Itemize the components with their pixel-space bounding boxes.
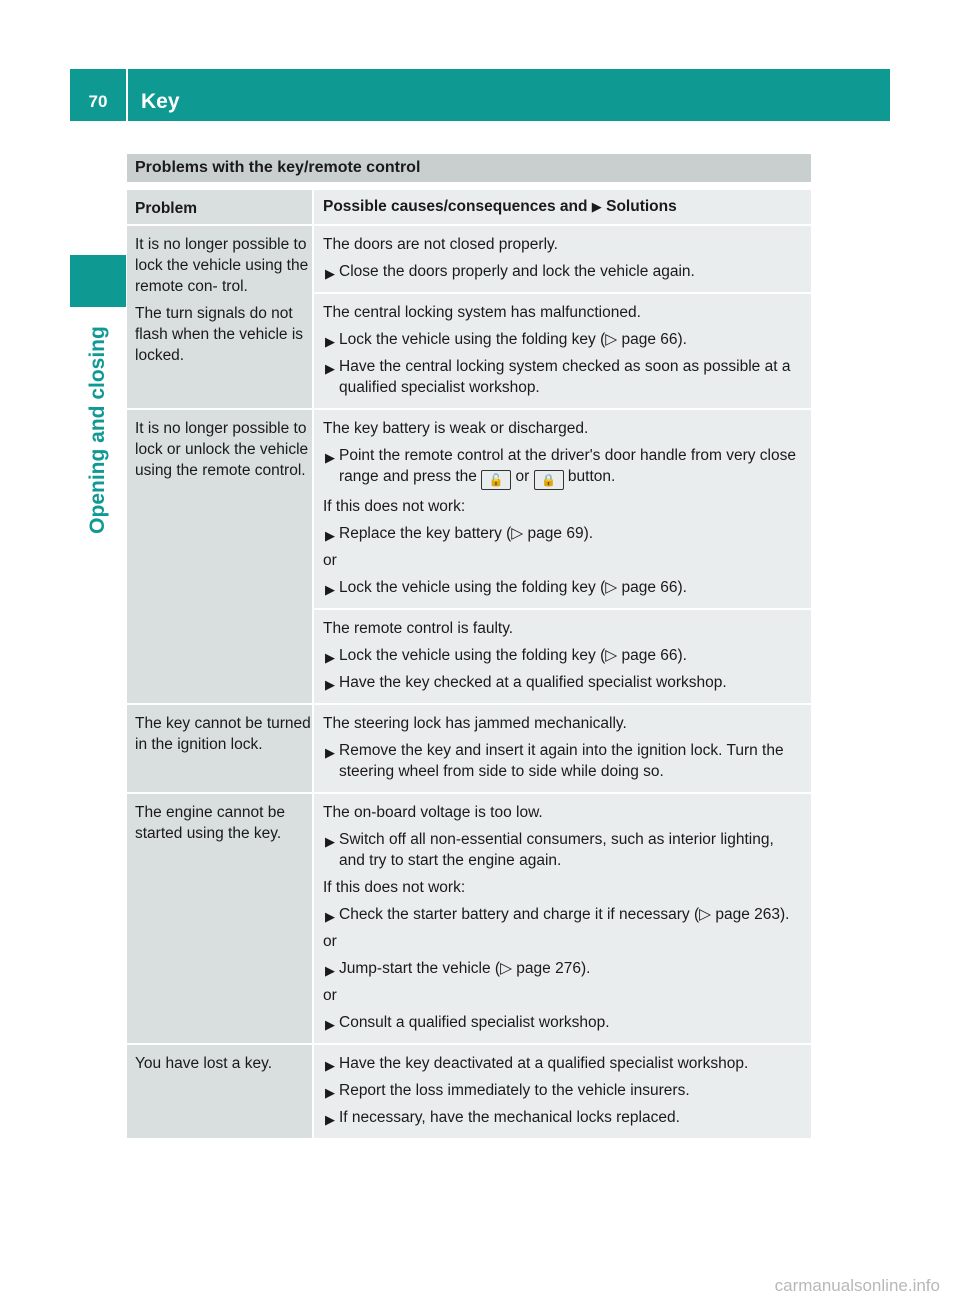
cause-text: The doors are not closed properly. (323, 236, 558, 253)
problem-text: The turn signals do not flash when the vehicle is locked. (135, 305, 304, 364)
solution-cell (314, 410, 811, 703)
table-title: Problems with the key/remote control (127, 154, 811, 182)
step-arrow-icon: ▶ (325, 1058, 335, 1073)
problem-cell (127, 705, 314, 792)
solution-cell (314, 705, 811, 792)
watermark: carmanualsonline.info (774, 1276, 940, 1295)
cause-text: The central locking system has malfunctioned. (323, 304, 641, 321)
solution-step: ▶ Report the loss immediately to the vehicle insurers. (323, 1080, 803, 1101)
cause-text: The on-board voltage is too low. (323, 804, 543, 821)
cause-block (314, 226, 811, 292)
solution-step: ▶ Lock the vehicle using the folding key (▷ page 66). (323, 645, 803, 666)
cause-block (314, 1045, 811, 1138)
solution-step: ▶ Point the remote control at the driver's door handle from very close range and press the 🔓 or 🔒 button. (323, 445, 803, 490)
table-row (127, 1045, 811, 1140)
step-arrow-icon: ▶ (325, 745, 335, 760)
solution-step: ▶ Remove the key and insert it again into the ignition lock. Turn the steering wheel from side to side while doing so. (325, 742, 784, 780)
problem-text: It is no longer possible to lock the vehicle using the remote con- trol. (135, 236, 309, 295)
step-arrow-icon: ▶ (325, 1112, 335, 1127)
header-divider (126, 69, 128, 121)
solution-step: ▶ Check the starter battery and charge it if necessary (▷ page 263). (323, 904, 803, 925)
or-text: or (323, 987, 337, 1004)
table-row (127, 410, 811, 705)
or-text: or (323, 933, 337, 950)
cause-text: The remote control is faulty. (323, 620, 514, 637)
cause-block (314, 794, 811, 1043)
fallback-text: If this does not work: (323, 879, 466, 896)
section-label: Opening and closing (86, 326, 109, 534)
step-arrow-icon: ▶ (325, 450, 335, 465)
solution-step: ▶ Jump-start the vehicle (▷ page 276). (323, 958, 803, 979)
step-arrow-icon: ▶ (325, 1017, 335, 1032)
solution-step: ▶ Have the central locking system checked as soon as possible at a qualified specialist workshop. (325, 358, 791, 396)
problem-cell (127, 1045, 314, 1138)
table-row (127, 226, 811, 410)
or-text: or (323, 552, 337, 569)
page-number: 70 (88, 92, 108, 111)
problem-cell (127, 226, 314, 408)
solution-step: ▶ Switch off all non-essential consumers, such as interior lighting, and try to start the engine again. (325, 831, 774, 869)
page-title: Key (141, 90, 180, 113)
problems-table (127, 154, 811, 1140)
cause-block (314, 292, 811, 408)
section-tab-marker (70, 255, 126, 307)
step-arrow-icon: ▶ (325, 361, 335, 376)
solution-step: ▶ Have the key checked at a qualified specialist workshop. (323, 672, 803, 693)
problem-text: You have lost a key. (135, 1055, 273, 1072)
solution-step: ▶ Replace the key battery (▷ page 69). (323, 523, 803, 544)
solution-arrow-icon: ▶ (591, 199, 602, 214)
solution-step: ▶ Lock the vehicle using the folding key (▷ page 66). (323, 329, 803, 350)
column-header-problem: Problem (127, 190, 314, 224)
solution-step: ▶ Have the key deactivated at a qualified specialist workshop. (323, 1053, 803, 1074)
table-row (127, 794, 811, 1045)
solution-cell (314, 794, 811, 1043)
solution-cell (314, 226, 811, 408)
lock-icon: 🔒 (534, 470, 564, 490)
step-arrow-icon: ▶ (325, 909, 335, 924)
step-arrow-icon: ▶ (325, 334, 335, 349)
solution-step: ▶ Lock the vehicle using the folding key (▷ page 66). (323, 577, 803, 598)
solution-cell (314, 1045, 811, 1138)
solution-step: ▶ If necessary, have the mechanical locks replaced. (323, 1107, 803, 1128)
cause-block (314, 608, 811, 703)
step-arrow-icon: ▶ (325, 1085, 335, 1100)
step-arrow-icon: ▶ (325, 834, 335, 849)
header-bar (70, 69, 890, 121)
step-arrow-icon: ▶ (325, 963, 335, 978)
step-arrow-icon: ▶ (325, 650, 335, 665)
solution-step: ▶ Consult a qualified specialist workshop. (323, 1012, 803, 1033)
problem-text: The engine cannot be started using the key. (135, 804, 285, 842)
table-header-row (127, 190, 811, 226)
cause-block (314, 410, 811, 608)
column-header-solutions-text: Possible causes/consequences and (323, 198, 588, 215)
fallback-text: If this does not work: (323, 498, 466, 515)
cause-text: The steering lock has jammed mechanically. (323, 715, 627, 732)
table-row (127, 705, 811, 794)
unlock-icon: 🔓 (481, 470, 511, 490)
problem-text: It is no longer possible to lock or unlock the vehicle using the remote control. (135, 420, 309, 479)
cause-text: The key battery is weak or discharged. (323, 420, 589, 437)
problem-cell (127, 794, 314, 1043)
step-arrow-icon: ▶ (325, 582, 335, 597)
step-arrow-icon: ▶ (325, 528, 335, 543)
problem-text: The key cannot be turned in the ignition lock. (135, 715, 311, 753)
column-header-solutions (314, 190, 811, 224)
step-arrow-icon: ▶ (325, 677, 335, 692)
problem-cell (127, 410, 314, 703)
column-header-solutions-end: Solutions (606, 198, 677, 215)
cause-block (314, 705, 811, 792)
solution-step: ▶ Close the doors properly and lock the vehicle again. (323, 261, 803, 282)
step-arrow-icon: ▶ (325, 266, 335, 281)
